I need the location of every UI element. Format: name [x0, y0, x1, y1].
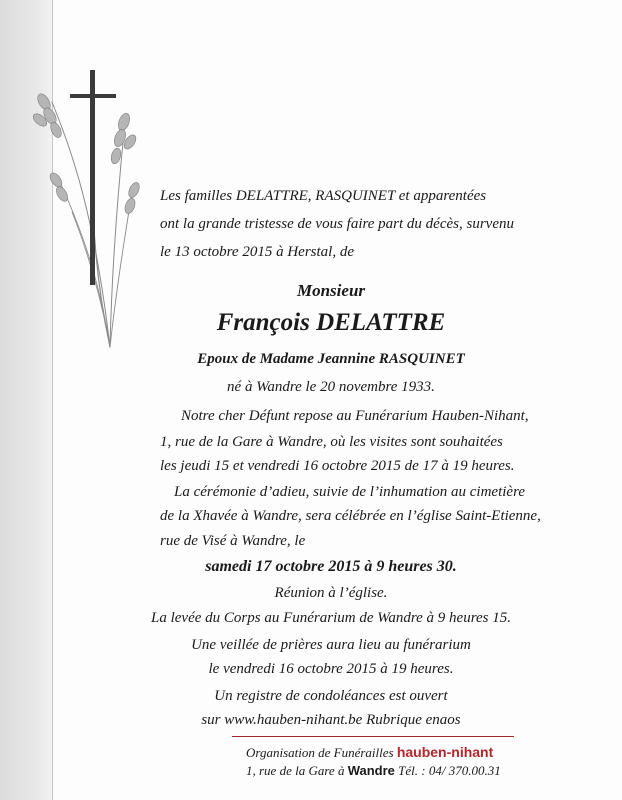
footer-rule: [232, 736, 514, 737]
honorific: Monsieur: [296, 281, 366, 300]
registry-line-1: Un registre de condoléances est ouvert: [214, 688, 448, 704]
address-prefix: 1, rue de la Gare à: [246, 763, 345, 778]
organizer-prefix: Organisation de Funérailles: [246, 745, 394, 760]
intro-line-1: Les familles DELATTRE, RASQUINET et apparentées: [160, 188, 487, 204]
visitation-line-3: les jeudi 15 et vendredi 16 octobre 2015 de 17 à 19 heures.: [160, 458, 515, 474]
vigil-line-1: Une veillée de prières aura lieu au funérarium: [191, 637, 471, 653]
ceremony-line-2: de la Xhavée à Wandre, sera célébrée en l’église Saint-Etienne,: [160, 508, 541, 524]
address-line: [246, 763, 501, 779]
registry-line-2: sur www.hauben-nihant.be Rubrique enaos: [201, 712, 461, 728]
vigil-line-2: le vendredi 16 octobre 2015 à 19 heures.: [208, 661, 454, 677]
deceased-name: François DELATTRE: [216, 309, 446, 336]
visitation-line-2: 1, rue de la Gare à Wandre, où les visites sont souhaitées: [160, 434, 503, 450]
intro-line-3: le 13 octobre 2015 à Herstal, de: [160, 244, 354, 260]
spouse-line: Epoux de Madame Jeannine RASQUINET: [197, 351, 465, 367]
ceremony-line-3: rue de Visé à Wandre, le: [160, 533, 306, 549]
address-town: Wandre: [347, 763, 395, 778]
birth-line: né à Wandre le 20 novembre 1933.: [227, 379, 435, 395]
ceremony-line-1: La cérémonie d’adieu, suivie de l’inhumation au cimetière: [174, 484, 526, 500]
ceremony-datetime: samedi 17 octobre 2015 à 9 heures 30.: [205, 558, 457, 575]
intro-line-2: ont la grande tristesse de vous faire part du décès, survenu: [160, 216, 514, 232]
brand-name: hauben-nihant: [396, 744, 494, 760]
levee-line: La levée du Corps au Funérarium de Wandre à 9 heures 15.: [151, 610, 511, 626]
organizer-line: [246, 744, 493, 761]
phone-number: Tél. : 04/ 370.00.31: [398, 763, 501, 778]
visitation-line-1: Notre cher Défunt repose au Funérarium Hauben-Nihant,: [181, 408, 529, 424]
meeting-line: Réunion à l’église.: [274, 585, 388, 601]
